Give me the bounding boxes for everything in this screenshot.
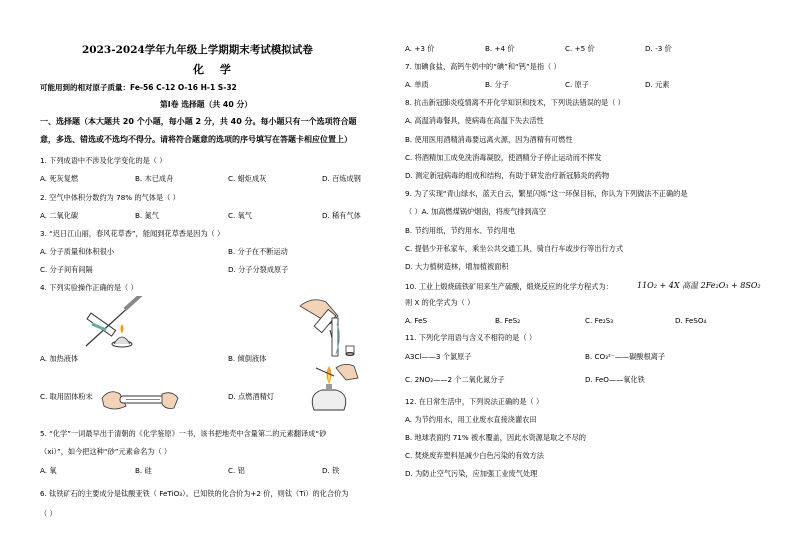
q6-option-a: A. +3 价 bbox=[405, 44, 435, 53]
q11-option-c: C. 2NO₂——2 个二氧化氮分子 bbox=[405, 375, 505, 384]
q12-stem: 12. 在日常生活中，下列说法正确的是（ ） bbox=[405, 397, 544, 406]
q9-option-c: C. 提倡少开私家车，乘坐公共交通工具，骑自行车或步行等出行方式 bbox=[405, 244, 624, 253]
q11-option-d: D. FeO——氧化铁 bbox=[585, 375, 645, 384]
q5-line-1: 5. “化学”一词最早出于清朝的《化学鉴原》一书，该书把地壳中含量第二的元素翻译成“砂 bbox=[40, 429, 327, 438]
q2-option-d: D. 稀有气体 bbox=[322, 211, 361, 220]
atomic-masses: 可能用到的相对原子质量：Fe-56 C-12 O-16 H-1 S-32 bbox=[40, 83, 237, 92]
q9-line-2: （ ）A. 加高燃煤锅炉烟囱，将废气排到高空 bbox=[405, 207, 547, 216]
q7-option-c: C. 原子 bbox=[565, 80, 589, 89]
q8-option-c: C. 将酒精加工成免洗消毒凝胶，使酒精分子停止运动而不挥发 bbox=[405, 153, 602, 162]
q7-option-d: D. 元素 bbox=[645, 80, 670, 89]
section-1-line-1: 一、选择题（本大题共 20 个小题，每小题 2 分，共 40 分。每小题只有一个选项符合题 bbox=[40, 117, 357, 126]
q1-option-c: C. 蜡炬成灰 bbox=[228, 174, 267, 183]
q2-option-c: C. 氧气 bbox=[228, 211, 252, 220]
q4-option-b: B. 倾倒液体 bbox=[228, 354, 267, 363]
q4-stem: 4. 下列实验操作正确的是（ ） bbox=[40, 283, 138, 292]
q5-option-a: A. 氧 bbox=[40, 466, 57, 475]
q12-option-b: B. 地球表面约 71% 被水覆盖，因此水资源是取之不尽的 bbox=[405, 433, 586, 442]
subject-title: 化 学 bbox=[193, 63, 237, 76]
q10-option-a: A. FeS bbox=[405, 316, 428, 325]
q7-stem: 7. 加碘食盐、高钙牛奶中的“碘”和“钙”是指（ ） bbox=[405, 62, 561, 71]
q8-option-b: B. 使用医用酒精消毒要远离火源，因为酒精有可燃性 bbox=[405, 135, 573, 144]
q10-line-1: 10. 工业上煅烧硫铁矿用来生产硫酸，煅烧反应的化学方程式为： bbox=[405, 282, 613, 291]
q8-stem: 8. 抗击新冠肺炎疫情离不开化学知识和技术，下列说法错误的是（ ） bbox=[405, 98, 625, 107]
q9-option-d: D. 大力植树造林，增加植被面积 bbox=[405, 262, 509, 271]
q10-equation: 11O₂ + 4X 高温 2Fe₂O₃ + 8SO₂ bbox=[637, 281, 761, 290]
exam-title: 2023-2024学年九年级上学期期末考试模拟试卷 bbox=[82, 44, 313, 56]
q9-line-1: 9. 为了实现“青山绿水，蓝天白云，繁星闪烁”这一环保目标，你认为下列做法不正确的是 bbox=[405, 189, 688, 198]
q6-line-1: 6. 钛铁矿石的主要成分是钛酸亚铁（ FeTiO₃）。已知铁的化合价为+2 价，则钛（Ti）的化合价为 bbox=[40, 489, 349, 498]
q2-option-a: A. 二氧化碳 bbox=[40, 211, 79, 220]
pouring-liquid-illustration bbox=[290, 296, 360, 358]
powder-taking-illustration bbox=[100, 384, 180, 416]
q7-option-a: A. 单质 bbox=[405, 80, 429, 89]
q2-stem: 2. 空气中体积分数约为 78% 的气体是（ ） bbox=[40, 193, 180, 202]
q11-option-a: A3Cl——3 个氯原子 bbox=[405, 352, 472, 361]
q11-option-b: B. CO₃²⁻——碳酸根离子 bbox=[585, 352, 666, 361]
q8-option-a: A. 高温消毒餐具，使病毒在高温下失去活性 bbox=[405, 116, 544, 125]
q6-line-2: （ ） bbox=[40, 509, 57, 518]
q6-option-d: D. -3 价 bbox=[645, 44, 672, 53]
q8-option-d: D. 测定新冠病毒的组成和结构，有助于研发治疗新冠肺炎的药物 bbox=[405, 171, 610, 180]
q2-option-b: B. 氮气 bbox=[135, 211, 159, 220]
q3-option-a: A. 分子质量和体积很小 bbox=[40, 247, 115, 256]
q12-option-c: C. 焚烧废弃塑料是减少白色污染的有效方法 bbox=[405, 451, 544, 460]
q7-option-b: B. 分子 bbox=[485, 80, 509, 89]
q10-line-3: 则 X 的化学式为（ ） bbox=[405, 298, 475, 307]
q5-option-d: D. 铁 bbox=[322, 466, 340, 475]
lighting-alcohol-lamp-illustration bbox=[296, 360, 362, 416]
section-1-line-2: 意，多选、错选或不选均不得分。请将符合题意的选项的序号填写在答题卡相应位置上） bbox=[40, 135, 352, 144]
part-title: 第Ⅰ卷 选择题（共 40 分） bbox=[160, 100, 253, 109]
q4-option-d: D. 点燃酒精灯 bbox=[228, 392, 275, 401]
q6-option-c: C. +5 价 bbox=[565, 44, 595, 53]
q10-option-b: B. FeS₂ bbox=[495, 316, 521, 325]
q4-option-a: A. 加热液体 bbox=[40, 354, 79, 363]
q3-option-d: D. 分子分裂成原子 bbox=[228, 265, 289, 274]
q10-option-c: C. Fe₂S₃ bbox=[585, 316, 614, 325]
q1-option-d: D. 百炼成钢 bbox=[322, 174, 361, 183]
q5-option-b: B. 硅 bbox=[135, 466, 152, 475]
q5-option-c: C. 铝 bbox=[228, 466, 245, 475]
q3-option-b: B. 分子在不断运动 bbox=[228, 247, 288, 256]
q1-option-a: A. 死灰复燃 bbox=[40, 174, 79, 183]
q3-option-c: C. 分子间有间隔 bbox=[40, 265, 93, 274]
q12-option-a: A. 为节约用水，用工业废水直接浇灌农田 bbox=[405, 415, 537, 424]
q3-stem: 3. “迟日江山丽，春风花草香”，能闻到花草香是因为（ ） bbox=[40, 229, 225, 238]
heating-liquid-illustration bbox=[78, 296, 150, 354]
q4-option-c: C. 取用固体粉末 bbox=[40, 392, 93, 401]
q6-option-b: B. +4 价 bbox=[485, 44, 515, 53]
q9-option-b: B. 节约用纸，节约用水、节约用电 bbox=[405, 226, 516, 235]
q1-stem: 1. 下列成语中不涉及化学变化的是（ ） bbox=[40, 156, 167, 165]
q11-stem: 11. 下列化学用语与含义不相符的是（ ） bbox=[405, 333, 537, 342]
q5-line-2: （xi）”，如今把这种“砂”元素命名为（ ） bbox=[40, 447, 172, 456]
q10-option-d: D. FeSO₄ bbox=[675, 316, 707, 325]
q12-option-d: D. 为防止空气污染，应加强工业废气处理 bbox=[405, 469, 538, 478]
q1-option-b: B. 木已成舟 bbox=[135, 174, 174, 183]
